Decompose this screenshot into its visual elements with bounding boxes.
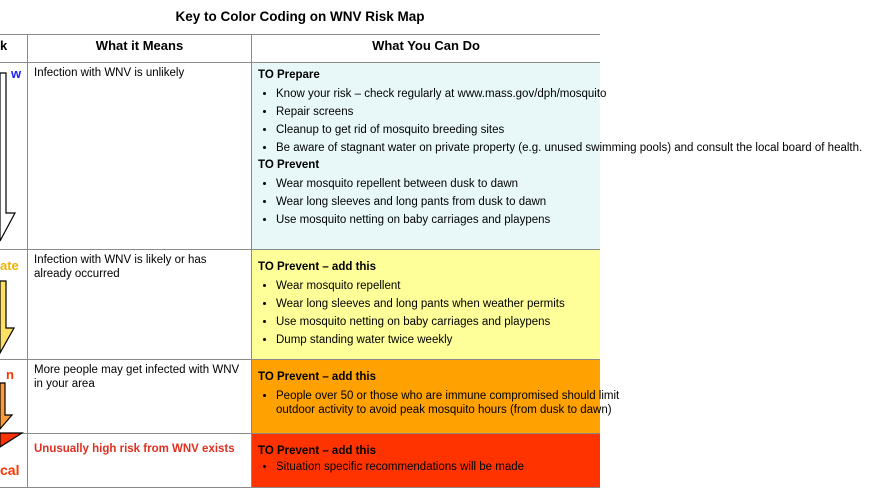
action-list [258, 279, 596, 347]
section-subtitle: TO Prevent – add this [258, 261, 377, 273]
level-label-moderate: ate [0, 258, 19, 273]
level-label-high: n [6, 367, 14, 382]
list-item: • Use mosquito netting on baby carriages and playpens [276, 315, 596, 329]
means-text: Unusually high risk from WNV exists [34, 443, 235, 455]
list-item: • Wear long sleeves and long pants when weather permits [276, 297, 596, 311]
critical-risk-arrow [0, 433, 22, 447]
list-item: • Wear mosquito repellent between dusk to dawn [276, 177, 596, 191]
section-subtitle: TO Prevent – add this [258, 445, 377, 457]
section-subtitle: TO Prepare [258, 69, 320, 81]
risk-level-arrows [0, 63, 27, 488]
means-text: Infection with WNV is likely or has already occurred [34, 254, 207, 280]
action-cell-high [252, 360, 620, 433]
action-cell-critical [252, 434, 600, 487]
low-risk-arrow [0, 73, 15, 241]
means-text: Infection with WNV is unlikely [34, 67, 185, 79]
section-subtitle: TO Prevent [258, 159, 320, 171]
action-list [258, 87, 863, 155]
list-item: • Wear mosquito repellent [276, 279, 596, 293]
high-risk-arrow [0, 383, 12, 429]
list-item: • Repair screens [276, 105, 596, 119]
level-label-critical: cal [0, 462, 20, 478]
action-list [258, 177, 596, 227]
list-item: • Dump standing water twice weekly [276, 333, 596, 347]
header-level: k [0, 38, 8, 53]
header-what-it-means: What it Means [95, 38, 184, 53]
means-cell-high [28, 360, 251, 433]
list-item: • Situation specific recommendations will be made [276, 460, 596, 474]
means-cell-moderate [28, 250, 251, 359]
table-title: Key to Color Coding on WNV Risk Map [175, 9, 425, 24]
list-item: • Wear long sleeves and long pants from dusk to dawn [276, 195, 596, 209]
action-list [258, 460, 596, 474]
list-item: • Be aware of stagnant water on private property (e.g. unused swimming pools) and consult the local board of health. [276, 141, 896, 155]
action-list [258, 389, 620, 417]
level-label-low: w [11, 66, 22, 81]
header-what-you-can-do: What You Can Do [372, 38, 480, 53]
list-item: • People over 50 or those who are immune compromised should limit outdoor activity to avoid peak mosquito hours (from dusk to dawn) [276, 389, 636, 417]
means-cell-low [28, 63, 251, 249]
section-subtitle: TO Prevent – add this [258, 371, 377, 383]
action-cell-moderate [252, 250, 600, 359]
means-text: More people may get infected with WNV in your area [34, 364, 240, 390]
list-item: • Use mosquito netting on baby carriages and playpens [276, 213, 596, 227]
means-cell-critical [28, 434, 251, 487]
moderate-risk-arrow [0, 281, 14, 353]
action-cell-low [252, 63, 863, 249]
list-item: • Know your risk – check regularly at www.mass.gov/dph/mosquito [276, 87, 596, 101]
list-item: • Cleanup to get rid of mosquito breeding sites [276, 123, 596, 137]
